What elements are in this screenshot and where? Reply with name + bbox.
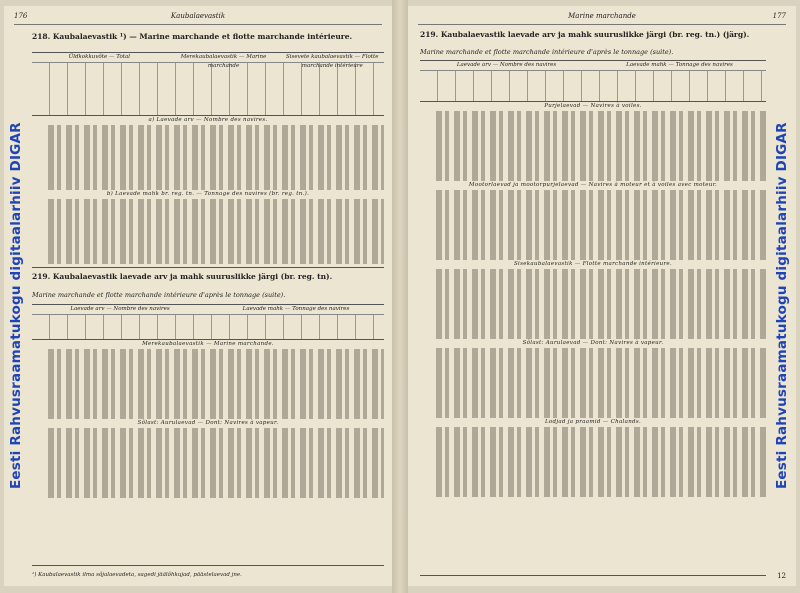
table-219-left-sub: Marine marchande et flotte marchande intérieure d'après le tonnage (suite).: [32, 291, 286, 299]
section-steam: Sõlast: Aurulaevad — Dont: Navires à vapeur.: [522, 340, 664, 346]
left-page: [4, 6, 392, 586]
table-row: [48, 414, 384, 419]
col-group-total: Üldkokkuvõte — Total: [32, 53, 167, 63]
right-running-header: [418, 12, 786, 25]
table-219-right: [420, 60, 766, 576]
col-group-tonnage: Laevade mahk — Tonnage des navires: [208, 305, 384, 315]
left-footnote: ¹) Kaubalaevastik ilma sõjalaevadeta, sagedi jäälõhkujad, päästelaevad jne.: [32, 572, 242, 578]
right-digar-stamp: Eesti Rahvusraamatukogu digitaalarhiiv DIGAR: [774, 122, 790, 490]
right-page: [408, 6, 796, 586]
table-218: [32, 52, 384, 268]
col-group-count: Laevade arv — Nombre des navires: [420, 61, 593, 71]
corner-number: 12: [777, 572, 786, 580]
table-row: [436, 176, 766, 181]
table-219-left-body: [32, 340, 384, 498]
right-running-title: Marine marchande: [568, 12, 636, 20]
table-row: [436, 492, 766, 497]
table-row: [48, 259, 384, 264]
table-row: [436, 255, 766, 260]
section-inland: Sisekaubalaevastik — Flotte marchande intérieure.: [513, 261, 673, 267]
section-motor: Mootorlaevad ja mootorpurjelaevad — Navires à moteur et à voiles avec moteur.: [468, 182, 718, 188]
book-gutter: [392, 0, 408, 593]
col-group-tonnage: Laevade mahk — Tonnage des navires: [593, 61, 766, 71]
table-219-right-sub: Marine marchande et flotte marchande intérieure d'après le tonnage (suite).: [420, 48, 674, 56]
section-barges: Lodjad ja praamid — Chalands.: [544, 419, 642, 425]
left-running-title: Kaubalaevastik: [170, 12, 226, 20]
table-218-section-b: b) Laevade mahk br. reg. tn. — Tonnage des navires (br. reg. tn.).: [106, 191, 310, 197]
table-row: [436, 413, 766, 418]
right-page-number: 177: [772, 12, 786, 20]
table-row: [48, 185, 384, 190]
table-219-left-section-a: Merekaubalaevastik — Marine marchande.: [142, 341, 274, 347]
table-219-left-section-b: Sõlast: Aurulaevad — Dont: Navires à vapeur.: [137, 420, 279, 426]
col-group-marine: Merekaubalaevastik — Marine marchande: [167, 53, 281, 63]
table-219-right-header: [420, 61, 766, 102]
table-219-left: [32, 304, 384, 566]
left-running-header: [14, 12, 382, 25]
table-row: [436, 334, 766, 339]
col-group-inland: Sisevete kaubalaevastik — Flotte marchande intérieure: [280, 53, 384, 63]
table-219-left-heading: 219. Kaubalaevastik laevade arv ja mahk suuruslikke järgi (br. reg. tn).: [32, 272, 333, 281]
table-219-right-body: [420, 102, 766, 497]
left-page-number: 176: [14, 12, 28, 20]
table-row: [48, 493, 384, 498]
table-218-header: [32, 53, 384, 116]
table-219-right-heading: 219. Kaubalaevastik laevade arv ja mahk suuruslikke järgi (br. reg. tn.) (järg).: [420, 30, 750, 39]
table-218-heading: 218. Kaubalaevastik ¹) — Marine marchande et flotte marchande intérieure.: [32, 32, 353, 41]
table-219-left-header: [32, 305, 384, 340]
col-group-count: Laevade arv — Nombre des navires: [32, 305, 208, 315]
table-218-body: [32, 116, 384, 264]
left-digar-stamp: Eesti Rahvusraamatukogu digitaalarhiiv DIGAR: [8, 122, 24, 490]
section-sailing: Purjelaevad — Navires à voiles.: [544, 103, 642, 109]
table-218-section-a: a) Laevade arv — Nombre des navires.: [148, 117, 268, 123]
